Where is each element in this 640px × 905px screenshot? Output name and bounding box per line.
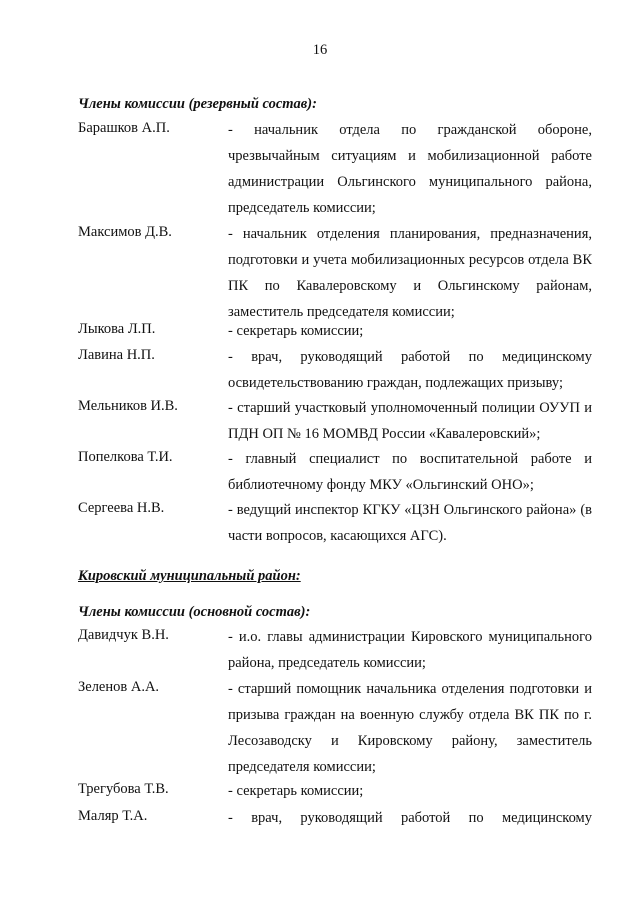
member-entry xyxy=(78,395,592,447)
member-role: - начальник отделения планирования, предназначения, подготовки и учета мобилизационных ресурсов отдела ВК ПК по Кавалеровскому и Ольгинскому районам, заместитель председателя комиссии; xyxy=(228,226,592,320)
member-name: Лавина Н.П. xyxy=(78,347,155,363)
member-entry xyxy=(78,221,592,325)
member-role: - начальник отдела по гражданской обороне, чрезвычайным ситуациям и мобилизационной работе администрации Ольгинского муниципального района, председатель комиссии; xyxy=(228,122,592,216)
reserve-heading: Члены комиссии (резервный состав): xyxy=(78,96,317,112)
member-role: - главный специалист по воспитательной работе и библиотечному фонду МКУ «Ольгинский ОНО»; xyxy=(228,451,592,493)
member-role: - секретарь комиссии; xyxy=(228,323,364,339)
member-name: Максимов Д.В. xyxy=(78,224,172,240)
member-role: - врач, руководящий работой по медицинскому освидетельствованию граждан, подлежащих призыву; xyxy=(228,349,592,391)
page-number: 16 xyxy=(312,42,328,58)
member-role: - старший помощник начальника отделения подготовки и призыва граждан на военную службу отдела ВК ПК по г. Лесозаводску и Кировскому району, заместитель председателя комиссии; xyxy=(228,681,592,775)
member-role: - ведущий инспектор КГКУ «ЦЗН Ольгинского района» (в части вопросов, касающихся АГС). xyxy=(228,502,592,544)
member-name: Маляр Т.А. xyxy=(78,808,148,824)
main-heading: Члены комиссии (основной состав): xyxy=(78,604,311,620)
member-name: Зеленов А.А. xyxy=(78,679,160,695)
member-name: Барашков А.П. xyxy=(78,120,170,136)
member-entry xyxy=(78,318,592,344)
member-role: - врач, руководящий работой по медицинскому xyxy=(228,810,592,826)
member-role: - старший участковый уполномоченный полиции ОУУП и ПДН ОП № 16 МОМВД России «Кавалеровский»; xyxy=(228,400,592,442)
member-name: Лыкова Л.П. xyxy=(78,321,156,337)
member-entry xyxy=(78,446,592,498)
member-name: Давидчук В.Н. xyxy=(78,627,169,643)
district-heading: Кировский муниципальный район: xyxy=(78,568,301,584)
member-entry xyxy=(78,805,592,831)
member-name: Трегубова Т.В. xyxy=(78,781,169,797)
member-name: Попелкова Т.И. xyxy=(78,449,173,465)
member-name: Сергеева Н.В. xyxy=(78,500,165,516)
member-name: Мельников И.В. xyxy=(78,398,178,414)
member-role: - и.о. главы администрации Кировского муниципального района, председатель комиссии; xyxy=(228,629,592,671)
member-entry xyxy=(78,676,592,780)
member-entry xyxy=(78,117,592,221)
member-entry xyxy=(78,497,592,549)
member-entry xyxy=(78,778,592,804)
member-entry xyxy=(78,624,592,676)
member-entry xyxy=(78,344,592,396)
member-role: - секретарь комиссии; xyxy=(228,783,364,799)
